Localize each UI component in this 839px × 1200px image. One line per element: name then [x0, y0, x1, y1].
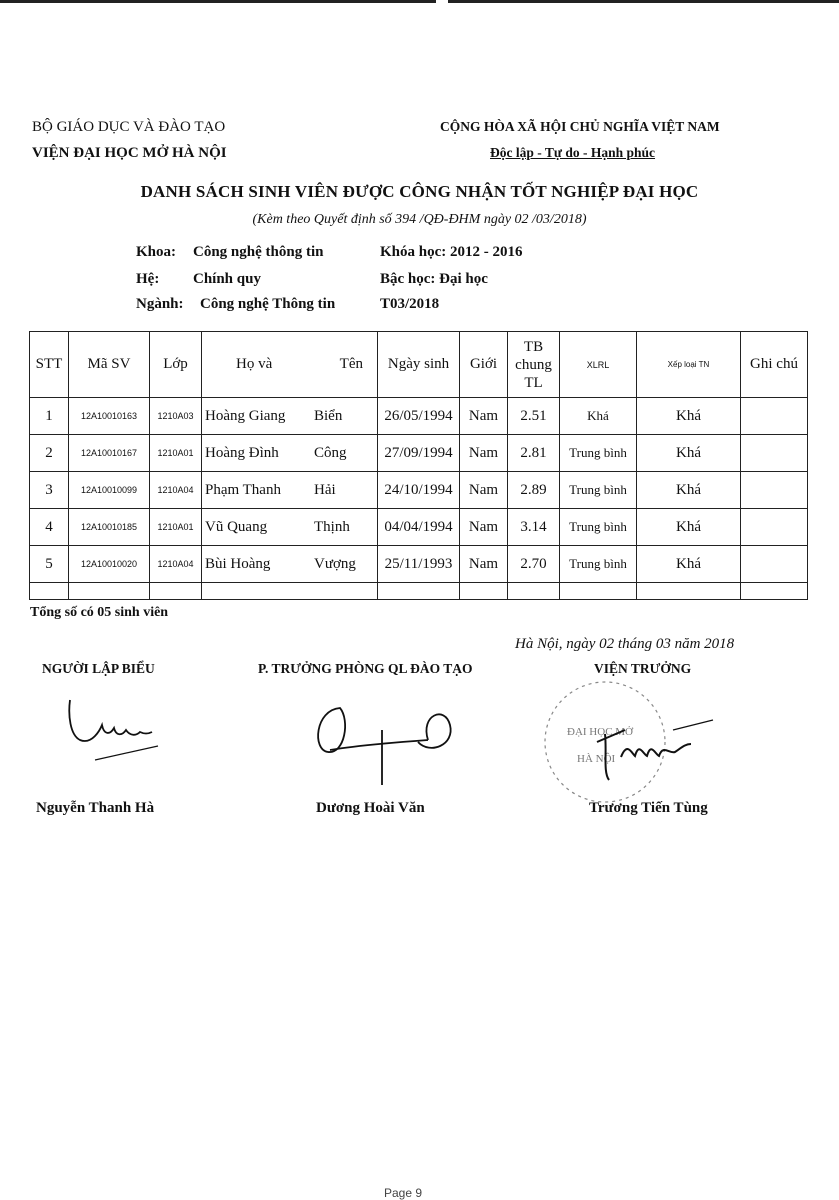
- cell-ghichu: [741, 546, 808, 583]
- cell-ten: Biển: [314, 407, 343, 424]
- director-name: Trương Tiến Tùng: [589, 800, 708, 816]
- cell-stt: 3: [30, 472, 69, 509]
- cell-name: [202, 546, 378, 583]
- cell-gioi: Nam: [460, 546, 508, 583]
- col-header-ten: Tên: [339, 356, 363, 372]
- col-header-gioi: Giới: [460, 332, 508, 398]
- cell-tb: 3.14: [508, 509, 560, 546]
- col-header-masv: Mã SV: [69, 332, 150, 398]
- table-row: [30, 509, 808, 546]
- document-subtitle: (Kèm theo Quyết định số 394 /QĐ-ĐHM ngày 02 /03/2018): [252, 212, 587, 227]
- deputy-signature: [300, 700, 470, 790]
- col-header-tb-line2: chung: [515, 356, 552, 373]
- col-header-tb-line3: TL: [524, 374, 543, 391]
- table-row: [30, 472, 808, 509]
- cell-hova: Phạm Thanh: [205, 481, 281, 498]
- cell-lop: 1210A03: [150, 398, 202, 435]
- cell-name: [202, 472, 378, 509]
- republic-name: CỘNG HÒA XÃ HỘI CHỦ NGHĨA VIỆT NAM: [440, 119, 720, 134]
- cell-lop: 1210A04: [150, 472, 202, 509]
- cell-ghichu: [741, 509, 808, 546]
- document-title: DANH SÁCH SINH VIÊN ĐƯỢC CÔNG NHẬN TỐT NGHIỆP ĐẠI HỌC: [140, 182, 699, 201]
- cell-xlrl: Trung bình: [560, 509, 637, 546]
- director-role: VIỆN TRƯỞNG: [594, 661, 692, 676]
- graduates-table: [29, 331, 808, 600]
- cell-stt: 4: [30, 509, 69, 546]
- deputy-name: Dương Hoài Văn: [316, 800, 425, 816]
- cell-hova: Vũ Quang: [205, 518, 268, 535]
- col-header-tb: [508, 332, 560, 398]
- table-row: [30, 435, 808, 472]
- cell-xeploai: Khá: [637, 398, 741, 435]
- cell-masv: 12A10010185: [69, 509, 150, 546]
- scan-edge-line: [448, 0, 839, 3]
- cell-tb: 2.89: [508, 472, 560, 509]
- institute-stamp: [535, 672, 735, 812]
- cell-masv: 12A10010020: [69, 546, 150, 583]
- nganh-label: Ngành:: [136, 296, 184, 312]
- cell-name: [202, 435, 378, 472]
- cell-hova: Hoàng Giang: [205, 407, 286, 424]
- cell-name: [202, 398, 378, 435]
- course-years: Khóa học: 2012 - 2016: [380, 244, 523, 260]
- table-row-blank: [30, 583, 808, 600]
- table-header-row: [30, 332, 808, 398]
- cell-lop: 1210A01: [150, 509, 202, 546]
- table-row: [30, 398, 808, 435]
- preparer-role: NGƯỜI LẬP BIỂU: [42, 661, 155, 676]
- cell-stt: 5: [30, 546, 69, 583]
- cell-ten: Công: [314, 444, 347, 461]
- col-header-tb-line1: TB: [523, 338, 544, 355]
- cell-gioi: Nam: [460, 398, 508, 435]
- preparer-signature: [40, 690, 180, 770]
- col-header-name: [202, 332, 378, 398]
- col-header-ghichu: Ghi chú: [741, 332, 808, 398]
- cell-tb: 2.51: [508, 398, 560, 435]
- institute-name: VIỆN ĐẠI HỌC MỞ HÀ NỘI: [32, 145, 227, 161]
- cell-name: [202, 509, 378, 546]
- cell-stt: 2: [30, 435, 69, 472]
- cell-xlrl: Khá: [560, 398, 637, 435]
- ministry-name: BỘ GIÁO DỤC VÀ ĐÀO TẠO: [32, 119, 226, 135]
- khoa-value: Công nghệ thông tin: [193, 244, 324, 260]
- cell-xeploai: Khá: [637, 546, 741, 583]
- cell-ngaysinh: 04/04/1994: [378, 509, 460, 546]
- cell-masv: 12A10010167: [69, 435, 150, 472]
- place-date: Hà Nội, ngày 02 tháng 03 năm 2018: [515, 636, 735, 652]
- col-header-xeploai: Xếp loại TN: [637, 332, 741, 398]
- cell-lop: 1210A01: [150, 435, 202, 472]
- cell-ten: Vượng: [314, 555, 356, 572]
- cell-masv: 12A10010163: [69, 398, 150, 435]
- he-label: Hệ:: [136, 271, 160, 287]
- cell-gioi: Nam: [460, 435, 508, 472]
- cell-ten: Hải: [314, 481, 336, 498]
- degree-level: Bậc học: Đại học: [380, 271, 488, 287]
- col-header-stt: STT: [30, 332, 69, 398]
- preparer-name: Nguyễn Thanh Hà: [36, 800, 155, 816]
- col-header-lop: Lớp: [150, 332, 202, 398]
- header-left: [32, 114, 227, 166]
- cell-tb: 2.81: [508, 435, 560, 472]
- col-header-xlrl: XLRL: [560, 332, 637, 398]
- cell-ngaysinh: 26/05/1994: [378, 398, 460, 435]
- cell-xlrl: Trung bình: [560, 435, 637, 472]
- cell-xlrl: Trung bình: [560, 472, 637, 509]
- he-value: Chính quy: [193, 271, 261, 287]
- cell-xeploai: Khá: [637, 472, 741, 509]
- cell-hova: Bùi Hoàng: [205, 555, 271, 572]
- cell-tb: 2.70: [508, 546, 560, 583]
- cell-ngaysinh: 24/10/1994: [378, 472, 460, 509]
- col-header-hova: Họ và: [236, 356, 273, 372]
- khoa-label: Khoa:: [136, 244, 177, 260]
- table-row: [30, 546, 808, 583]
- decision-code: T03/2018: [380, 296, 440, 312]
- stamp-text-1: ĐẠI HỌC MỞ: [567, 726, 633, 738]
- stamp-text-2: HÀ NỘI: [577, 753, 616, 765]
- col-header-ngaysinh: Ngày sinh: [378, 332, 460, 398]
- cell-ghichu: [741, 398, 808, 435]
- cell-gioi: Nam: [460, 509, 508, 546]
- cell-ngaysinh: 27/09/1994: [378, 435, 460, 472]
- cell-lop: 1210A04: [150, 546, 202, 583]
- cell-ghichu: [741, 435, 808, 472]
- cell-ghichu: [741, 472, 808, 509]
- cell-xeploai: Khá: [637, 435, 741, 472]
- scan-edge-line: [0, 0, 436, 3]
- cell-hova: Hoàng Đình: [205, 444, 279, 461]
- total-count: Tổng số có 05 sinh viên: [30, 605, 169, 620]
- header-right: [440, 114, 720, 166]
- cell-ngaysinh: 25/11/1993: [378, 546, 460, 583]
- nganh-value: Công nghệ Thông tin: [200, 296, 336, 312]
- page-number: Page 9: [384, 1186, 423, 1200]
- cell-ten: Thịnh: [314, 518, 350, 535]
- cell-gioi: Nam: [460, 472, 508, 509]
- cell-xlrl: Trung bình: [560, 546, 637, 583]
- cell-xeploai: Khá: [637, 509, 741, 546]
- cell-masv: 12A10010099: [69, 472, 150, 509]
- national-motto: Độc lập - Tự do - Hạnh phúc: [490, 145, 656, 160]
- deputy-role: P. TRƯỞNG PHÒNG QL ĐÀO TẠO: [258, 661, 473, 676]
- cell-stt: 1: [30, 398, 69, 435]
